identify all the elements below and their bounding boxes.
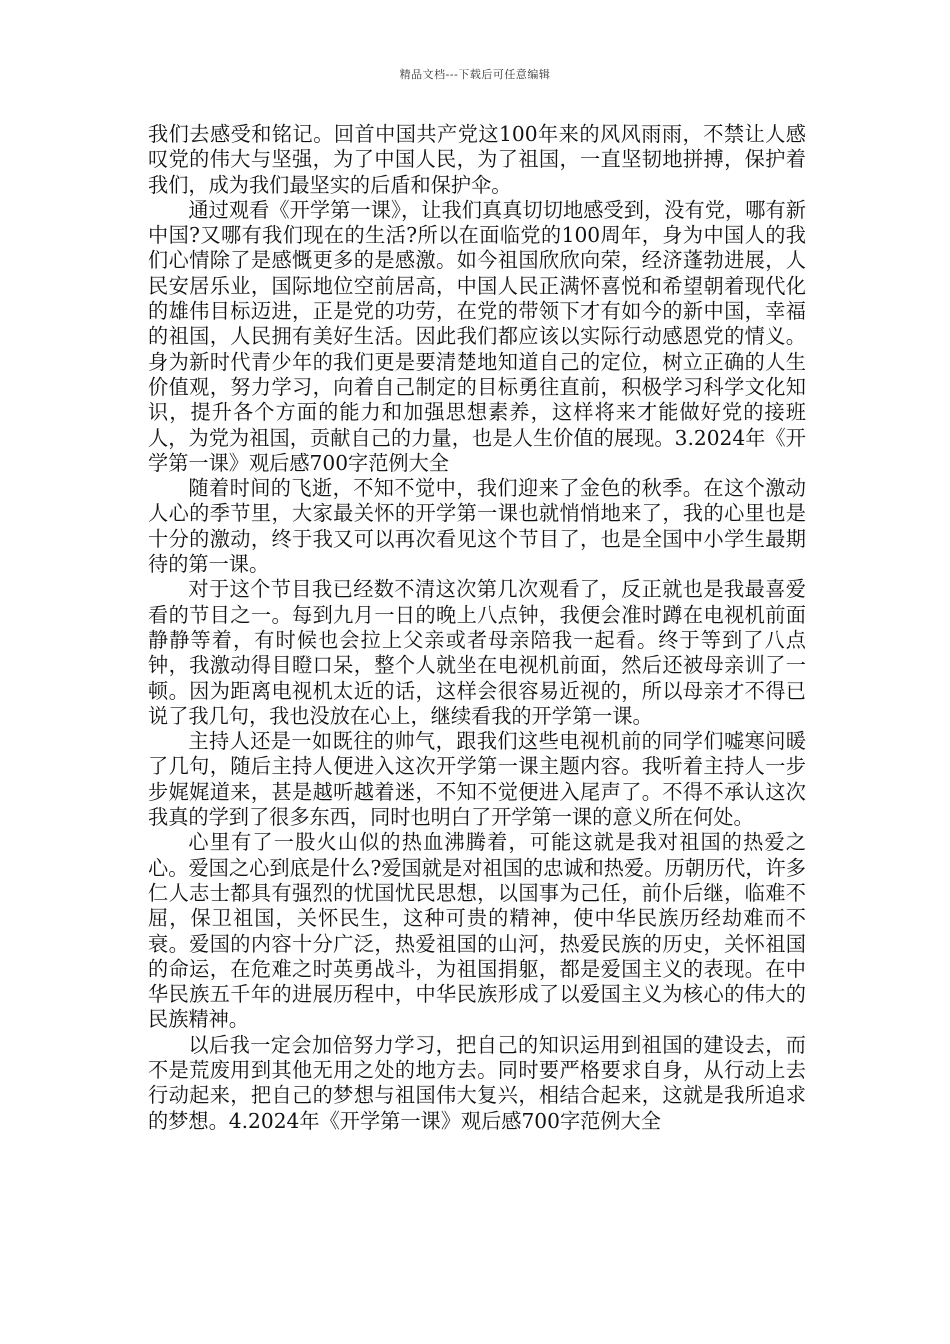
paragraph-3: 随着时间的飞逝，不知不觉中，我们迎来了金色的秋季。在这个激动人心的季节里，大家最关怀的开学第一课也就悄悄地来了，我的心里也是十分的激动，终于我又可以再次看见这个节目了，也是全国中小学生最期待的第一课。 (148, 476, 806, 577)
paragraph-2: 通过观看《开学第一课》，让我们真真切切地感受到，没有党，哪有新中国?又哪有我们现在的生活?所以在面临党的100周年，身为中国人的我们心情除了是感慨更多的是感激。如今祖国欣欣向荣，经济蓬勃进展，人民安居乐业，国际地位空前居高，中国人民正满怀喜悦和希望朝着现代化的雄伟目标迈进，正是党的功劳，在党的带领下才有如今的新中国，幸福的祖国，人民拥有美好生活。因此我们都应该以实际行动感恩党的情义。身为新时代青少年的我们更是要清楚地知道自己的定位，树立正确的人生价值观，努力学习，向着自己制定的目标勇往直前，积极学习科学文化知识，提升各个方面的能力和加强思想素养，这样将来才能做好党的接班人，为党为祖国，贡献自己的力量，也是人生价值的展现。3.2024年《开学第一课》观后感700字范例大全 (148, 197, 806, 475)
paragraph-7: 以后我一定会加倍努力学习，把自己的知识运用到祖国的建设去，而不是荒废用到其他无用之处的地方去。同时要严格要求自身，从行动上去行动起来，把自己的梦想与祖国伟大复兴，相结合起来，这就是我所追求的梦想。4.2024年《开学第一课》观后感700字范例大全 (148, 1032, 806, 1133)
page-header: 精品文档---下载后可任意编辑 (399, 68, 551, 81)
paragraph-6: 心里有了一股火山似的热血沸腾着，可能这就是我对祖国的热爱之心。爱国之心到底是什么?爱国就是对祖国的忠诚和热爱。历朝历代，许多仁人志士都具有强烈的忧国忧民思想，以国事为己任，前仆后继，临难不屈，保卫祖国，关怀民生，这种可贵的精神，使中华民族历经劫难而不衰。爱国的内容十分广泛，热爱祖国的山河，热爱民族的历史，关怀祖国的命运，在危难之时英勇战斗，为祖国捐躯，都是爱国主义的表现。在中华民族五千年的进展历程中，中华民族形成了以爱国主义为核心的伟大的民族精神。 (148, 830, 806, 1032)
paragraph-4: 对于这个节目我已经数不清这次第几次观看了，反正就也是我最喜爱看的节目之一。每到九月一日的晚上八点钟，我便会准时蹲在电视机前面静静等着，有时候也会拉上父亲或者母亲陪我一起看。终于等到了八点钟，我激动得目瞪口呆，整个人就坐在电视机前面，然后还被母亲训了一顿。因为距离电视机太近的话，这样会很容易近视的，所以母亲才不得已说了我几句，我也没放在心上，继续看我的开学第一课。 (148, 577, 806, 728)
paragraph-5: 主持人还是一如既往的帅气，跟我们这些电视机前的同学们嘘寒问暖了几句，随后主持人便进入这次开学第一课主题内容。我听着主持人一步步娓娓道来，甚是越听越着迷，不知不觉便进入尾声了。不得不承认这次我真的学到了很多东西，同时也明白了开学第一课的意义所在何处。 (148, 729, 806, 830)
document-body (148, 122, 806, 1134)
paragraph-1: 我们去感受和铭记。回首中国共产党这100年来的风风雨雨，不禁让人感叹党的伟大与坚强，为了中国人民，为了祖国，一直坚韧地拼搏，保护着我们，成为我们最坚实的后盾和保护伞。 (148, 122, 806, 197)
